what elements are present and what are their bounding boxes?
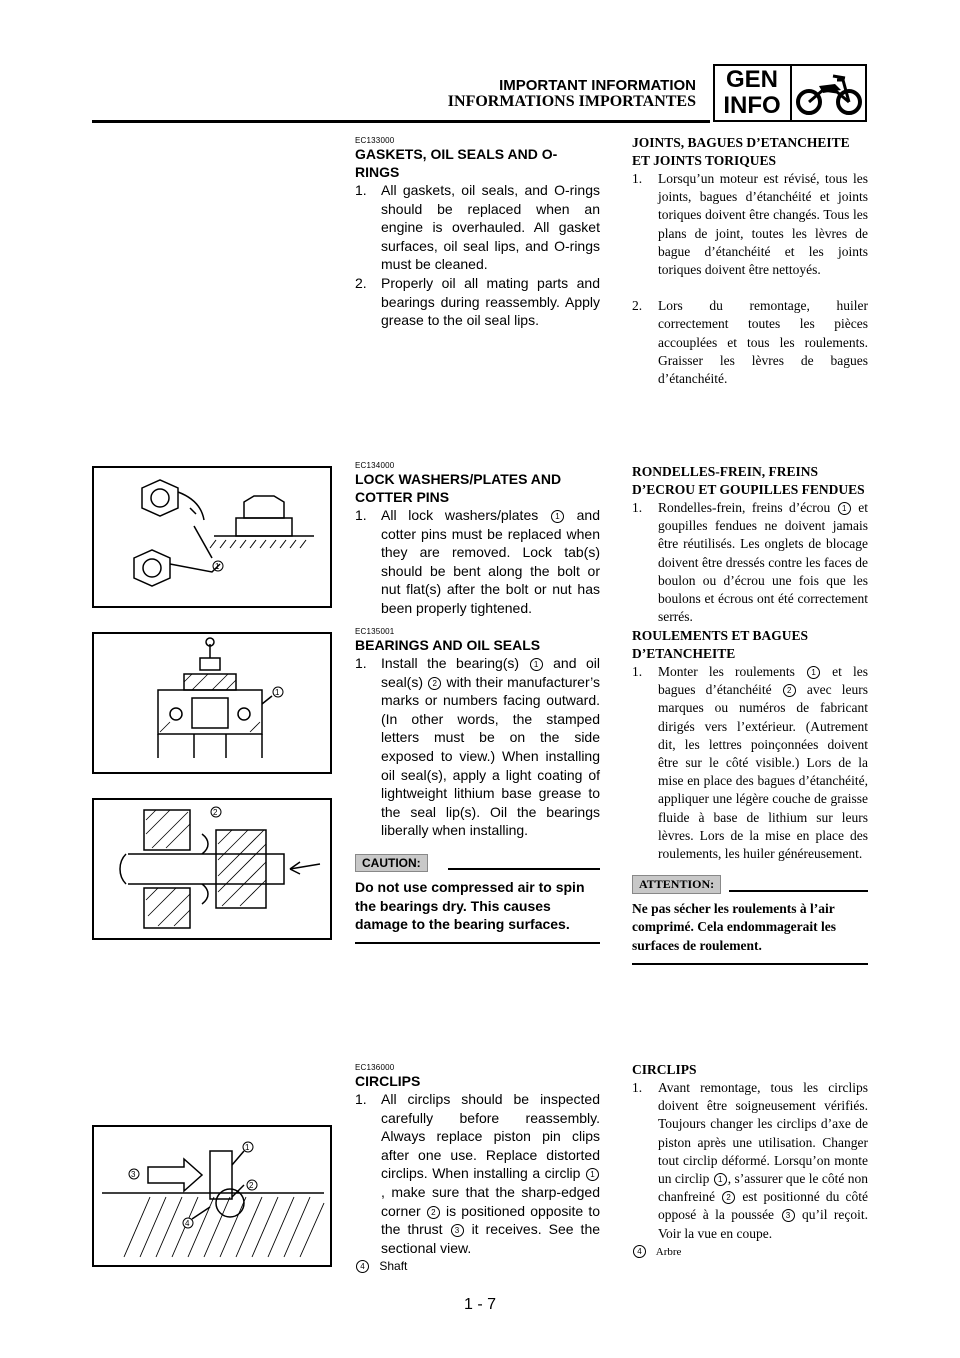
circlip-illustration <box>94 1127 330 1265</box>
item-text: All circlips should be inspected carefully before reassembly. Always replace piston pin clips after one use. Replace distorted circlips. When installing a circlip <box>381 1091 600 1182</box>
section-title: ROULEMENTS ET BAGUES D’ETANCHEITE <box>632 628 809 661</box>
list-item <box>632 297 868 388</box>
item-text: Install the bearing(s) <box>381 655 520 671</box>
circlips-section-fr <box>632 1061 868 1258</box>
list-item <box>632 663 868 863</box>
caution-rule <box>448 868 600 870</box>
callout-2: 2 <box>213 808 218 817</box>
item-text: Lors du remontage, huiler correctement toutes les pièces accouplées et tous les roulements. Graisser les lèvres de bagues d’étanchéité. <box>658 298 868 387</box>
legend-text: Arbre <box>655 1245 682 1258</box>
item-number: 1. <box>632 664 643 679</box>
caution-bottom-rule <box>355 942 600 944</box>
caution-bottom-rule <box>632 963 868 965</box>
callout-2: 2 <box>722 1191 735 1204</box>
item-number: 1. <box>632 500 643 515</box>
section-code: EC134000 <box>355 461 395 470</box>
lock-washer-illustration <box>94 468 330 606</box>
item-number: 1. <box>632 171 643 186</box>
figure-circlip <box>92 1125 332 1267</box>
figure-bearing-press <box>92 632 332 774</box>
callout-3: 3 <box>451 1224 464 1237</box>
item-text: avec leurs marques ou numéros de fabricant dirigés vers l’extérieur. (Autrement dit, les lettres poinçonnées doivent être sur le côté visible.) Lors de la mise en place des bagues d’étanchéité, appliquer une légère couche de graisse fluide à base de lithium sur leurs lèvres. Lors de la mise en place des roulements, les huiler généreusement. <box>658 682 869 862</box>
item-text: and cotter pins must be replaced when they are removed. Lock tab(s) should be bent along the bolt or nut flat(s) after the bolt or nut has been properly tightened. <box>381 507 600 616</box>
lockwashers-section-en <box>355 461 600 618</box>
callout-2: 2 <box>428 677 441 690</box>
callout-3: 3 <box>782 1209 795 1222</box>
section-title: BEARINGS AND OIL SEALS <box>355 637 541 653</box>
item-text: et les bagues d’étanchéité <box>658 664 868 698</box>
callout-4: 4 <box>356 1260 369 1273</box>
caution-badge: CAUTION: <box>355 854 428 872</box>
bearing-press-illustration <box>94 634 330 772</box>
section-title: CIRCLIPS <box>632 1062 697 1077</box>
section-code: EC133000 <box>355 136 395 145</box>
badge-line-1: GEN <box>725 66 778 93</box>
lockwashers-section-fr <box>632 463 868 626</box>
callout-1: 1 <box>714 1173 727 1186</box>
list-item <box>632 1079 868 1243</box>
caution-text: Do not use compressed air to spin the bearings dry. This causes damage to the bearing surfaces. <box>355 878 585 933</box>
caution-header <box>355 854 600 872</box>
callout-2: 2 <box>249 1181 254 1190</box>
callout-4: 4 <box>185 1219 190 1228</box>
item-text: All lock washers/plates <box>381 507 539 523</box>
item-text: it receives. See the sectional view. <box>381 1221 601 1256</box>
item-text: est positionné du côté opposé à la poussée <box>658 1189 869 1223</box>
item-text: Properly oil all mating parts and bearings during reassembly. Apply grease to the oil seal lips. <box>381 274 600 329</box>
section-code: EC135001 <box>355 627 395 636</box>
page-number: 1 - 7 <box>463 1296 496 1313</box>
header-title-en: IMPORTANT INFORMATION <box>499 77 696 94</box>
legend-item <box>355 1259 600 1273</box>
item-text: Lorsqu’un moteur est révisé, tous les joints, bagues d’étanchéité et joints toriques doivent être changés. Tous les plans de joint, toutes les lèvres de bague d’étanchéité et les joints toriques doivent être nettoyés. <box>658 171 868 278</box>
item-text: qu’il reçoit. Voir la vue en coupe. <box>658 1207 869 1241</box>
figure-lock-washers <box>92 466 332 608</box>
callout-1: 1 <box>215 562 220 571</box>
motorcycle-icon <box>793 66 865 120</box>
callout-1: 1 <box>807 666 820 679</box>
item-text: with their manufacturer’s marks or numbers facing outward. (In other words, the stamped letters must be on the side exposed to view.) When installing oil seal(s), apply a light coating of lightweight lithium base grease to the seal lip(s). Oil the bearings liberally when installing. <box>381 673 600 839</box>
item-number: 2. <box>355 274 367 291</box>
callout-1: 1 <box>245 1143 250 1152</box>
item-text: and oil seal(s) <box>381 655 601 690</box>
section-title: JOINTS, BAGUES D’ETANCHEITE ET JOINTS TORIQUES <box>632 135 850 168</box>
caution-header <box>632 875 868 894</box>
item-number: 2. <box>632 298 643 314</box>
section-code: EC136000 <box>355 1063 395 1072</box>
item-number: 1. <box>355 507 367 523</box>
item-text: et goupilles fendues ne doivent jamais être réutilisés. Les onglets de blocage doivent être dressés contre les faces de boulon ou d’écrou une fois que les boulons et écrous ont été correctement serrés. <box>658 500 868 625</box>
callout-4: 4 <box>633 1245 646 1258</box>
item-text: , s’assurer que le côté non chanfreiné <box>658 1171 869 1205</box>
callout-2: 2 <box>427 1206 440 1219</box>
item-text: , make sure that the sharp-edged corner <box>381 1183 600 1219</box>
section-title: CIRCLIPS <box>355 1073 421 1089</box>
figure-oil-seal <box>92 798 332 940</box>
section-title: LOCK WASHERS/PLATES AND COTTER PINS <box>355 471 562 505</box>
list-item <box>355 506 600 618</box>
caution-text: Ne pas sécher les roulements à l’air comprimé. Cela endommagerait les surfaces de roulement. <box>632 901 836 953</box>
circlips-section-en <box>355 1063 600 1273</box>
caution-badge: ATTENTION: <box>632 875 721 894</box>
item-text: Avant remontage, tous les circlips doivent être soigneusement vérifiés. Toujours changer les circlips d’axe de piston après une utilisation. Changer tout circlip déformé. Lorsqu’on monte un circlip <box>658 1080 868 1187</box>
item-text: All gaskets, oil seals, and O-rings should be replaced when an engine is overhauled. All gasket surfaces, oil seal lips, and O-rings must be cleaned. <box>381 182 600 273</box>
list-item <box>632 499 868 626</box>
callout-1: 1 <box>838 502 851 515</box>
bearings-section-fr <box>632 627 868 965</box>
caution-rule <box>729 890 868 892</box>
oil-seal-illustration <box>94 800 330 938</box>
legend-text: Shaft <box>379 1259 408 1274</box>
callout-2: 2 <box>783 684 796 697</box>
callout-3: 3 <box>131 1170 136 1179</box>
section-title: RONDELLES-FREIN, FREINS D’ECROU ET GOUPILLES FENDUES <box>632 464 865 497</box>
callout-1: 1 <box>586 1168 599 1181</box>
legend-item <box>632 1245 868 1258</box>
list-item <box>355 274 600 330</box>
item-text: Monter les roulements <box>658 664 795 679</box>
section-badge-text <box>713 64 791 122</box>
list-item <box>355 181 600 274</box>
list-item <box>355 654 600 840</box>
bearings-section-en <box>355 627 600 944</box>
item-number: 1. <box>355 182 367 198</box>
item-number: 1. <box>355 655 367 671</box>
item-number: 1. <box>632 1080 643 1095</box>
badge-line-2: INFO <box>723 92 781 119</box>
list-item <box>632 170 868 279</box>
item-number: 1. <box>355 1091 367 1107</box>
list-item <box>355 1090 600 1257</box>
section-title: GASKETS, OIL SEALS AND O-RINGS <box>355 146 558 180</box>
header-title-fr: INFORMATIONS IMPORTANTES <box>447 93 696 110</box>
item-text: Rondelles-frein, freins d’écrou <box>658 500 831 515</box>
callout-1: 1 <box>530 658 543 671</box>
gaskets-section-en <box>355 136 600 330</box>
callout-1: 1 <box>551 510 564 523</box>
item-text: is positioned opposite to the thrust <box>381 1202 601 1238</box>
header-rule <box>92 120 710 123</box>
callout-1: 1 <box>275 688 280 697</box>
gaskets-section-fr <box>632 134 868 388</box>
